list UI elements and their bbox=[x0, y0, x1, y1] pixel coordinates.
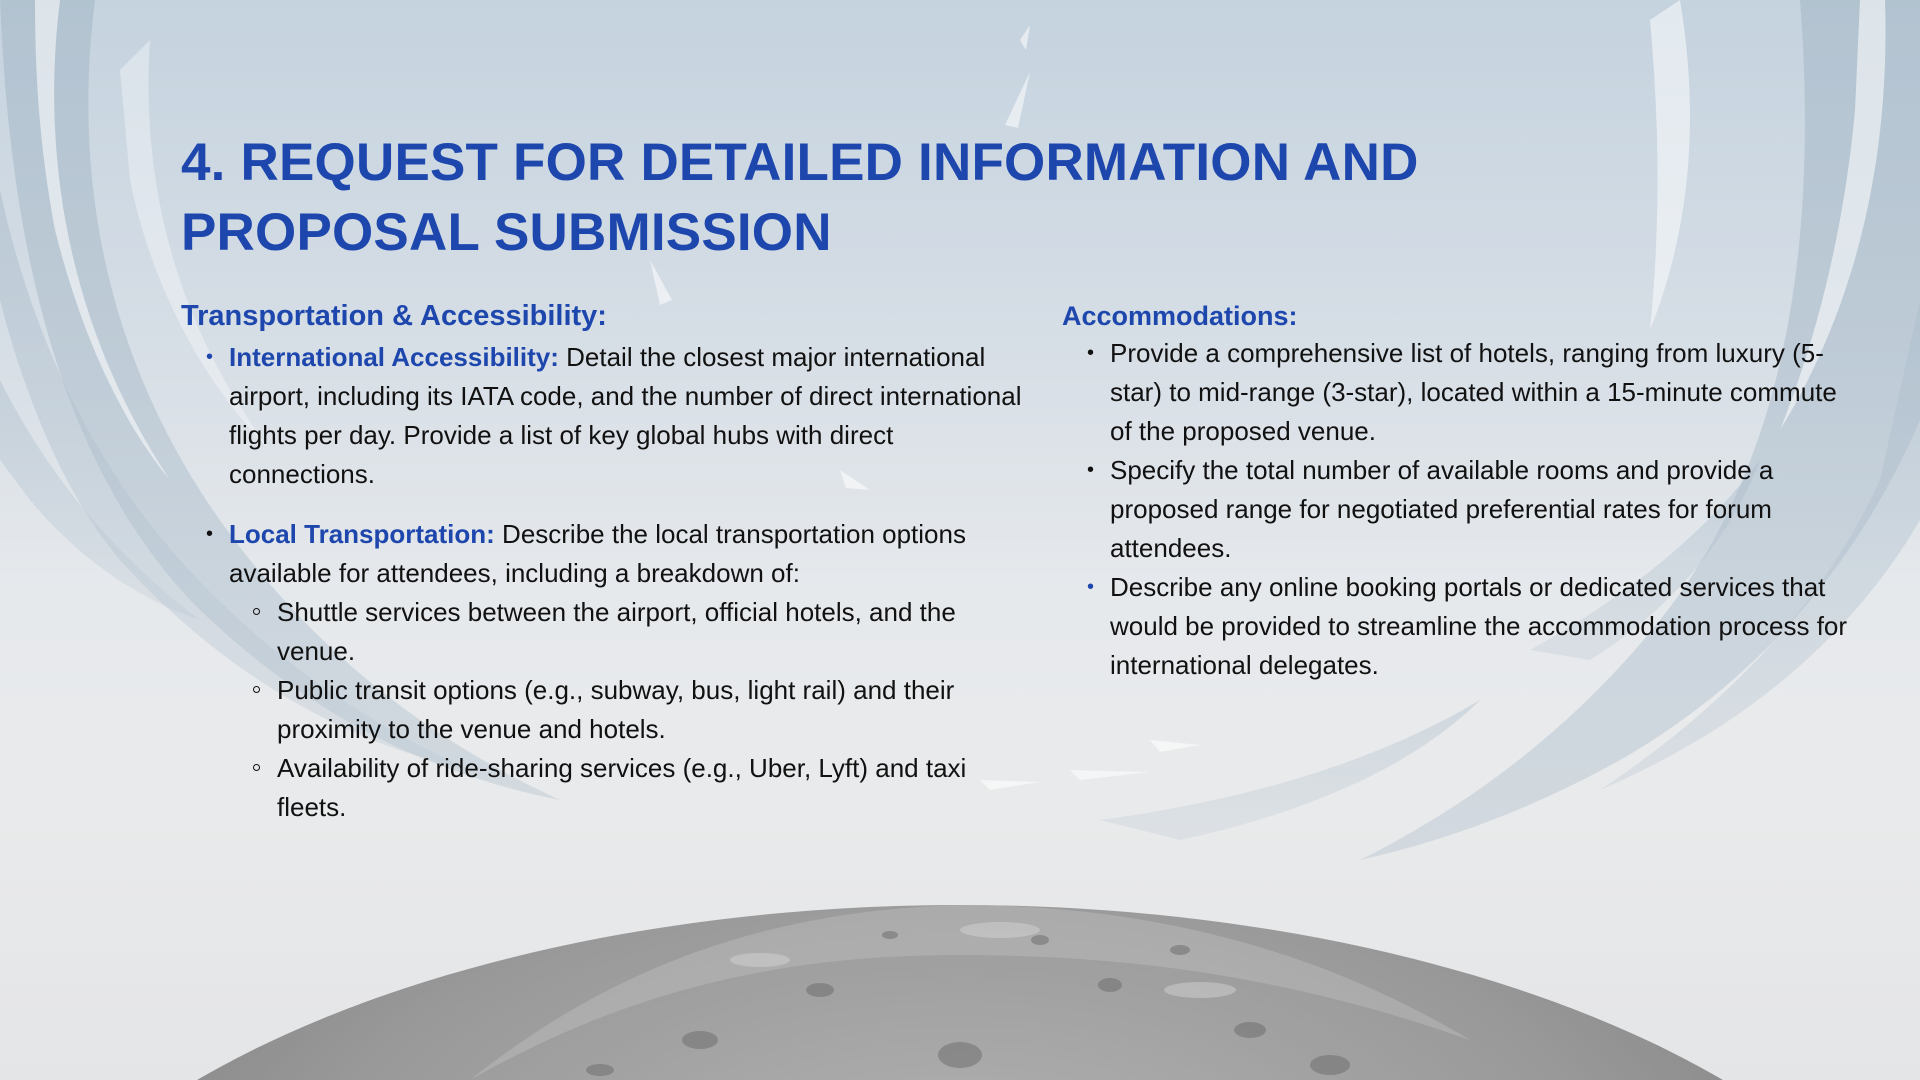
item-lead: Local Transportation: bbox=[229, 519, 495, 549]
item-text: Detail the closest major international airport, including its IATA code, and the number of direct international flights per day. Provide a list of key global hubs with direct connections. bbox=[229, 342, 1022, 489]
sublist-item-shuttle bbox=[229, 593, 1041, 671]
transportation-heading: Transportation & Accessibility: bbox=[181, 300, 607, 332]
list-item-international-accessibility bbox=[181, 338, 1041, 494]
transportation-list bbox=[181, 338, 1041, 827]
list-item-booking-portals bbox=[1062, 568, 1862, 685]
accommodations-heading: Accommodations: bbox=[1062, 301, 1298, 331]
circle-bullet-icon bbox=[253, 608, 260, 615]
sublist-item-text: Public transit options (e.g., subway, bus, light rail) and their proximity to the venue and hotels. bbox=[277, 675, 955, 744]
sublist-item-text: Availability of ride-sharing services (e.g., Uber, Lyft) and taxi fleets. bbox=[277, 753, 967, 822]
accommodations-list bbox=[1062, 334, 1862, 685]
local-transportation-sublist bbox=[229, 593, 1041, 827]
slide-title: 4. REQUEST FOR DETAILED INFORMATION AND PROPOSAL SUBMISSION bbox=[181, 133, 1419, 262]
item-text: Describe the local transportation options available for attendees, including a breakdown of: bbox=[229, 519, 966, 588]
item-text: Provide a comprehensive list of hotels, ranging from luxury (5-star) to mid-range (3-star), located within a 15-minute commute of the proposed venue. bbox=[1110, 338, 1837, 446]
bullet-icon: • bbox=[206, 346, 214, 368]
sublist-item-text: Shuttle services between the airport, official hotels, and the venue. bbox=[277, 597, 956, 666]
sublist-item-public-transit bbox=[229, 671, 1041, 749]
item-text: Describe any online booking portals or dedicated services that would be provided to streamline the accommodation process for international delegates. bbox=[1110, 572, 1848, 680]
item-lead: International Accessibility: bbox=[229, 342, 559, 372]
item-text: Specify the total number of available rooms and provide a proposed range for negotiated preferential rates for forum attendees. bbox=[1110, 455, 1774, 563]
moon-surface bbox=[0, 905, 1920, 1080]
bullet-icon: • bbox=[1087, 342, 1095, 364]
circle-bullet-icon bbox=[253, 686, 260, 693]
sublist-item-ride-sharing bbox=[229, 749, 1041, 827]
list-item-local-transportation bbox=[181, 515, 1041, 827]
bullet-icon: • bbox=[206, 523, 214, 545]
list-item-hotels bbox=[1062, 334, 1862, 451]
accommodations-section bbox=[1062, 296, 1862, 685]
list-item-rooms-rates bbox=[1062, 451, 1862, 568]
circle-bullet-icon bbox=[253, 764, 260, 771]
bullet-icon: • bbox=[1087, 576, 1095, 598]
bullet-icon: • bbox=[1087, 459, 1095, 481]
transportation-section bbox=[181, 296, 1041, 827]
